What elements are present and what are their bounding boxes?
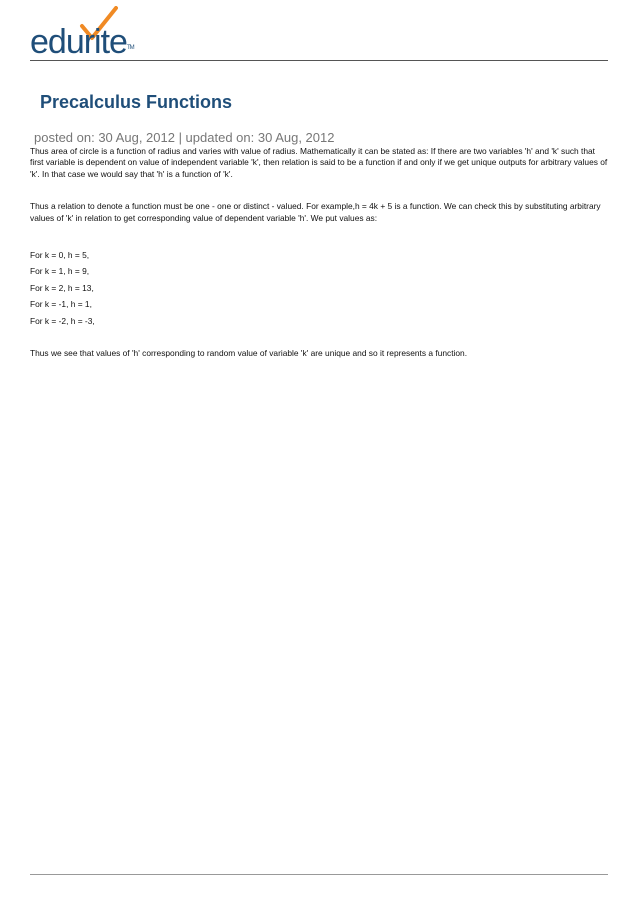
paragraph: Thus a relation to denote a function must be one - one or distinct - valued. For example,h = 4k + 5 is a function. We can check this by substituting arbitrary values of 'k' in relation to get corresponding value of dependent variable 'h'. We put values as: [30, 201, 601, 223]
posted-date: posted on: 30 Aug, 2012 | updated on: 30 Aug, 2012 [34, 130, 335, 145]
value-line: For k = 2, h = 13, [30, 282, 94, 293]
value-line: For k = 1, h = 9, [30, 266, 90, 277]
value-line: For k = -2, h = -3, [30, 315, 95, 326]
value-line: For k = -1, h = 1, [30, 299, 92, 310]
article-body [30, 146, 608, 359]
footer-divider [30, 874, 608, 875]
page-title: Precalculus Functions [40, 92, 233, 112]
paragraph: Thus area of circle is a function of radius and varies with value of radius. Mathematically it can be stated as: If there are two variables 'h' and 'k' such that first variable is dependent on value of independent variable 'k', then relation is said to be a function if and only if we get unique outputs for arbitrary values of 'k'. In that case we would say that 'h' is a function of 'k'. [30, 146, 608, 179]
header-divider [30, 60, 608, 61]
conclusion: Thus we see that values of 'h' corresponding to random value of variable 'k' are unique and so it represents a function. [30, 348, 468, 359]
value-line: For k = 0, h = 5, [30, 250, 90, 261]
edurite-logo[interactable] [30, 4, 134, 62]
logo-text: edurite™ [30, 23, 134, 61]
